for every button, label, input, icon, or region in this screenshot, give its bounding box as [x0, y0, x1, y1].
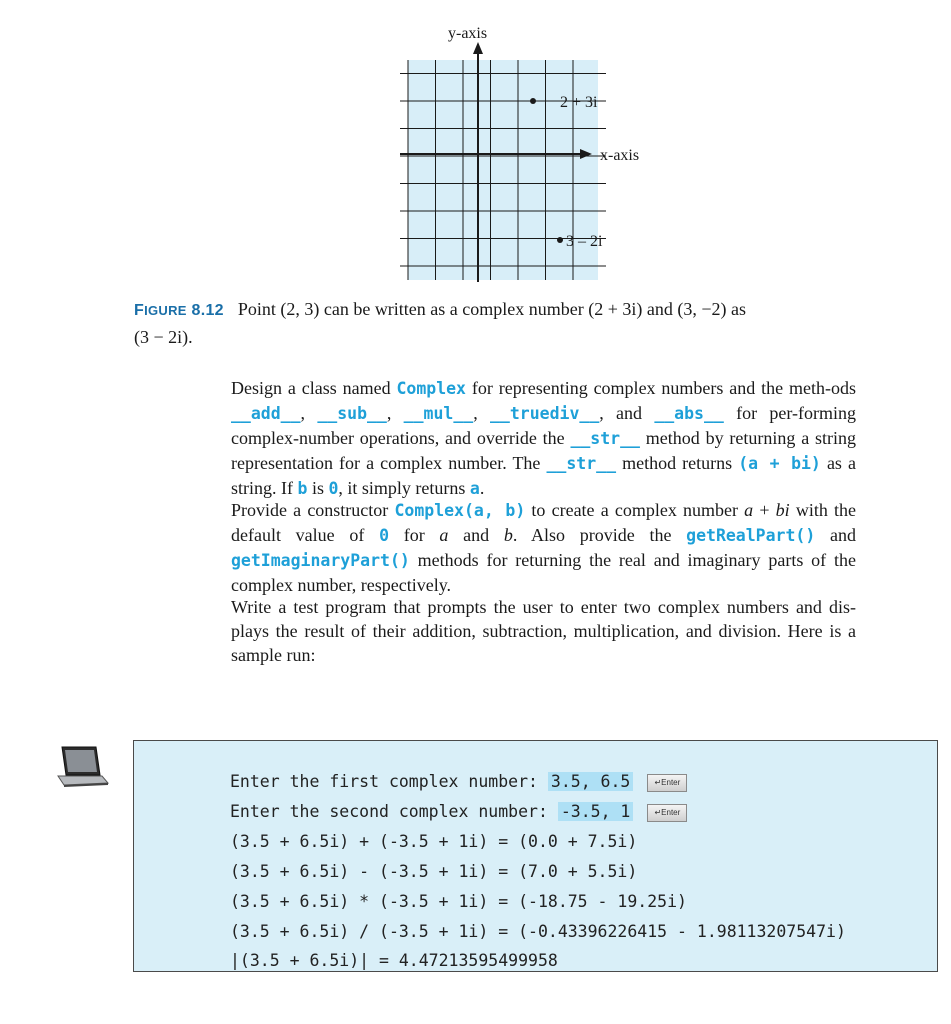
console-output-line: |(3.5 + 6.5i)| = 4.47213595499958: [230, 951, 558, 970]
x-axis-label: x-axis: [600, 147, 640, 164]
sample-run-console: [133, 740, 938, 972]
code-term: getImaginaryPart(): [231, 551, 410, 570]
figure-caption: [134, 296, 894, 350]
console-output-line: (3.5 + 6.5i) * (-3.5 + 1i) = (-18.75 - 19.25i): [230, 892, 687, 911]
code-term: __abs__: [654, 404, 724, 423]
code-term: __sub__: [317, 404, 387, 423]
y-axis-arrow: [473, 42, 483, 54]
user-input-first: 3.5, 6.5: [548, 772, 633, 791]
math-variable: b: [503, 525, 513, 545]
paragraph-text: for representing complex numbers and the meth-ods: [466, 378, 857, 398]
paragraph-text: . Also provide the: [512, 525, 687, 545]
code-term: Complex(a, b): [394, 501, 526, 520]
code-term: b: [297, 479, 308, 498]
paragraph-text: ,: [473, 403, 490, 423]
figure-number: 8.12: [191, 302, 224, 319]
console-output-line: (3.5 + 6.5i) / (-3.5 + 1i) = (-0.43396226415 - 1.98113207547i): [230, 922, 846, 941]
point-3-minus-2i: [557, 237, 563, 243]
caption-text-line1: Point (2, 3) can be written as a complex number (2 + 3i) and (3, −2) as: [237, 299, 747, 319]
code-term: a: [469, 479, 480, 498]
paragraph-text: for per-forming complex-number operations, and override the: [231, 403, 857, 448]
math-variable: bi: [775, 500, 790, 520]
paragraph-text: for: [389, 525, 440, 545]
math-variable: a: [744, 500, 754, 520]
prompt-first-number: Enter the first complex number:: [230, 772, 548, 791]
code-term: getRealPart(): [686, 526, 816, 545]
code-term: 0: [328, 479, 339, 498]
figure-label-small: IGURE: [144, 303, 187, 318]
paragraph-text: to create a complex number: [525, 500, 745, 520]
paragraph-constructor: [231, 498, 856, 597]
paragraph-text: Design a class named: [231, 378, 397, 398]
paragraph-text: and: [815, 525, 856, 545]
paragraph-test-program: [231, 595, 856, 667]
code-term: (a + bi): [738, 454, 821, 473]
paragraph-text: methods for returning the real and imaginary parts of the complex number, respectively.: [231, 550, 856, 595]
enter-key-icon: ↵Enter: [647, 774, 687, 792]
paragraph-text: ,: [300, 403, 318, 423]
code-term: __str__: [546, 454, 617, 473]
figure-number-label: [134, 302, 224, 319]
console-output-line: (3.5 + 6.5i) - (-3.5 + 1i) = (7.0 + 5.5i): [230, 862, 638, 881]
paragraph-design-class: [231, 376, 856, 501]
paragraph-text: with the default value of: [231, 500, 856, 545]
math-variable: a: [439, 525, 449, 545]
console-output-line: (3.5 + 6.5i) + (-3.5 + 1i) = (0.0 + 7.5i): [230, 832, 638, 851]
code-term: __truediv__: [489, 404, 600, 423]
point-2-plus-3i-label: 2 + 3i: [560, 94, 598, 111]
paragraph-text: method returns: [616, 453, 739, 473]
console-line-prompt2: [230, 800, 687, 824]
paragraph-text: ,: [386, 403, 404, 423]
laptop-icon: [56, 745, 110, 787]
paragraph-text: +: [753, 500, 776, 520]
enter-key-icon: ↵Enter: [647, 804, 687, 822]
paragraph-text: method by returning a string representation for a complex number. The: [231, 428, 856, 473]
paragraph-text: is: [307, 478, 329, 498]
y-axis-label: y-axis: [448, 25, 488, 42]
code-term: __str__: [570, 429, 640, 448]
code-term: __mul__: [403, 404, 474, 423]
paragraph-text: .: [479, 478, 485, 498]
complex-plane-svg: [380, 20, 680, 285]
paragraph-text: , and: [599, 403, 655, 423]
user-input-second: -3.5, 1: [558, 802, 634, 821]
code-term: 0: [379, 526, 390, 545]
caption-text-line2: (3 − 2i).: [134, 327, 193, 347]
complex-plane-figure: [380, 20, 680, 285]
paragraph-text: Provide a constructor: [231, 500, 395, 520]
paragraph-text: as a string. If: [231, 453, 857, 498]
point-3-minus-2i-label: 3 – 2i: [566, 233, 603, 250]
paragraph-text: Write a test program that prompts the user to enter two complex numbers and dis-plays the result of their addition, subtraction, multiplication, and division. Here is a sample run:: [231, 597, 856, 665]
code-term: Complex: [396, 379, 466, 398]
prompt-second-number: Enter the second complex number:: [230, 802, 558, 821]
paragraph-text: , it simply returns: [338, 478, 470, 498]
code-term: __add__: [231, 404, 301, 423]
console-line-prompt1: [230, 770, 687, 794]
figure-label-big: F: [134, 302, 145, 319]
paragraph-text: and: [448, 525, 504, 545]
